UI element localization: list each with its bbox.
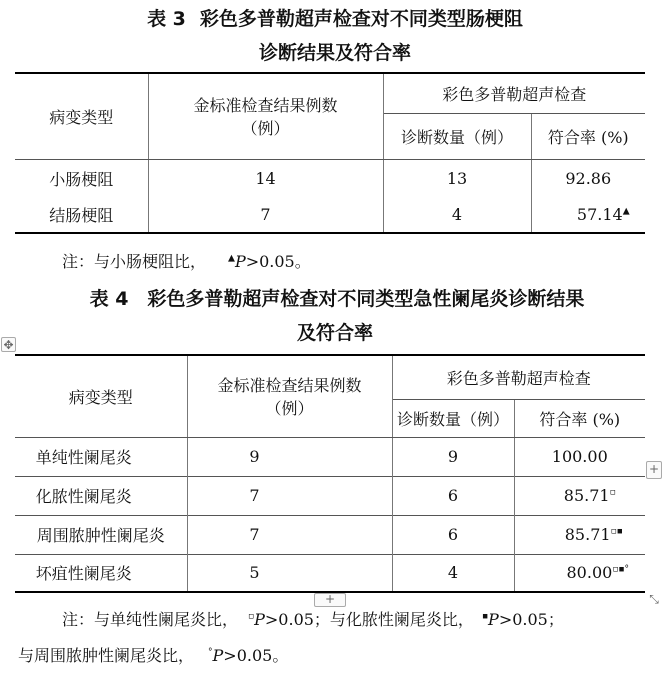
table-row: 结肠梗阻 7 4 57.14▲ [15,197,645,233]
table3-header-type: 病变类型 [15,73,148,159]
add-column-button[interactable]: + [646,461,662,479]
table3-title-line2: 诊断结果及符合率 [258,42,411,64]
table-row: 周围脓肿性阑尾炎 7 6 85.71▫▪ [15,515,645,554]
table3-header-diag-count: 诊断数量（例） [383,113,531,159]
table4-header-diag-count: 诊断数量（例） [392,399,514,437]
table3-header-doppler: 彩色多普勒超声检查 [383,73,645,113]
table-row: 坏疽性阑尾炎 5 4 80.00▫▪° [15,554,645,592]
table4-title-line2: 及符合率 [296,322,373,344]
table3-header-rate: 符合率 (%) [531,113,645,159]
table-row: 化脓性阑尾炎 7 6 85.71▫ [15,476,645,515]
add-row-button[interactable]: + [314,593,346,607]
table-row: 单纯性阑尾炎 9 9 100.00 [15,437,645,476]
table3 [15,72,645,234]
table3-title-line1: 表 3 彩色多普勒超声检查对不同类型肠梗阻 [147,8,523,30]
table4-note-line1: 注：与单纯性阑尾炎比， ▫P>0.05；与化脓性阑尾炎比， ▪P>0.05； [62,610,564,629]
table3-title [0,4,670,34]
table4-title: 表 4 彩色多普勒超声检查对不同类型急性阑尾炎诊断结果 [89,288,585,310]
table4-header-doppler: 彩色多普勒超声检查 [392,355,645,399]
table4-header-gold: 金标准检查结果例数 （例） [187,355,392,437]
table3-header-gold: 金标准检查结果例数 （例） [148,73,383,159]
resize-handle-icon[interactable]: ⤡ [649,592,659,606]
table-row: 小肠梗阻 14 13 92.86 [15,159,645,197]
table4-header-type: 病变类型 [15,355,187,437]
table3-note: 注：与小肠梗阻比， ▲P>0.05。 [62,252,311,271]
table4-note-line2: 与周围脓肿性阑尾炎比， °P>0.05。 [18,646,289,665]
table-move-handle[interactable]: ✥ [1,337,16,352]
table4-header-rate: 符合率 (%) [514,399,645,437]
table4 [15,354,645,593]
